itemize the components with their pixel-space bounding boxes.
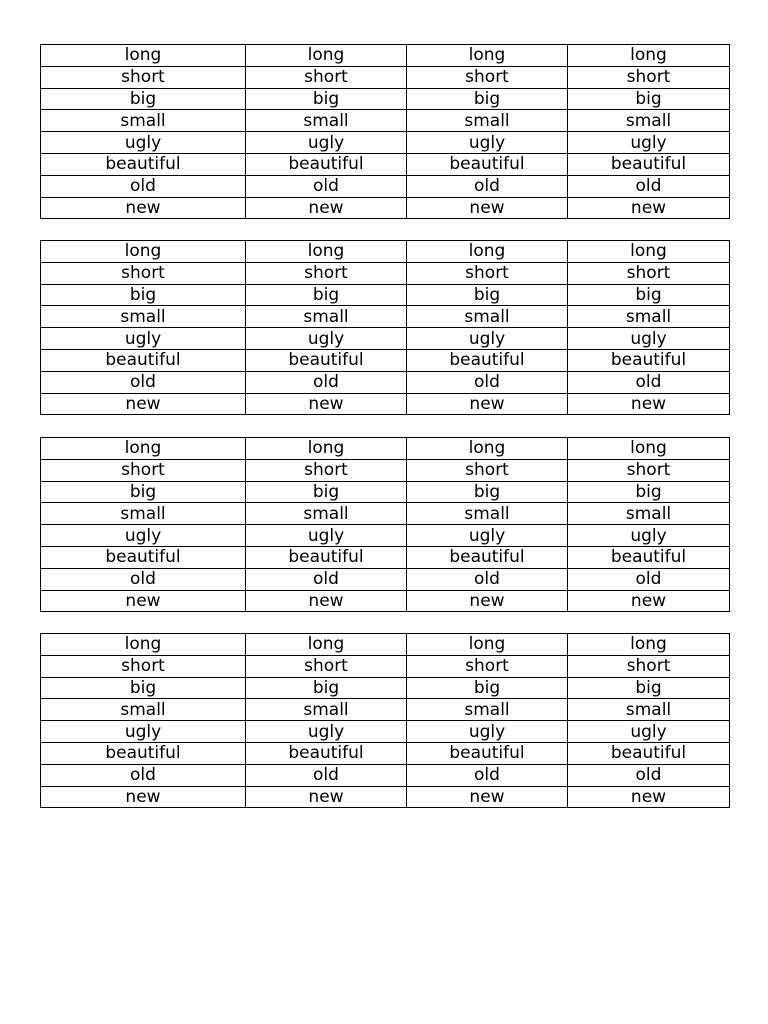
table-row [41, 45, 730, 67]
table-cell: short [407, 655, 568, 677]
table-cell: old [407, 175, 568, 197]
table-cell: long [407, 438, 568, 460]
table-cell: small [246, 306, 407, 328]
table-cell: beautiful [246, 742, 407, 764]
table-cell: beautiful [41, 349, 246, 371]
table-cell: big [41, 284, 246, 306]
table-cell: long [41, 45, 246, 67]
table-row [41, 371, 730, 393]
table-cell: big [407, 481, 568, 503]
table-cell: short [246, 66, 407, 88]
table-cell: ugly [41, 721, 246, 743]
table-cell: beautiful [407, 153, 568, 175]
table-cell: ugly [246, 525, 407, 547]
table-cell: long [246, 45, 407, 67]
table-cell: short [568, 262, 730, 284]
table-cell: beautiful [41, 742, 246, 764]
table-cell: beautiful [246, 349, 407, 371]
table-cell: long [407, 634, 568, 656]
table-cell: old [41, 764, 246, 786]
table-cell: big [568, 284, 730, 306]
table-cell: new [407, 786, 568, 808]
table-cell: beautiful [568, 153, 730, 175]
table-cell: new [568, 197, 730, 219]
table-cell: big [568, 88, 730, 110]
table-cell: short [568, 66, 730, 88]
table-cell: small [41, 110, 246, 132]
table-cell: short [41, 262, 246, 284]
table-row [41, 88, 730, 110]
table-cell: big [407, 284, 568, 306]
table-cell: small [407, 503, 568, 525]
table-row [41, 284, 730, 306]
table-cell: small [407, 306, 568, 328]
table-cell: ugly [568, 721, 730, 743]
table-cell: old [246, 568, 407, 590]
table-cell: big [568, 481, 730, 503]
table-cell: long [407, 45, 568, 67]
table-row [41, 568, 730, 590]
table-cell: ugly [41, 328, 246, 350]
table-cell: new [407, 393, 568, 415]
table-cell: old [246, 764, 407, 786]
table-cell: short [407, 459, 568, 481]
word-table-4 [40, 633, 730, 808]
table-cell: small [246, 699, 407, 721]
table-cell: long [568, 634, 730, 656]
table-cell: big [246, 88, 407, 110]
table-cell: short [246, 262, 407, 284]
table-cell: new [568, 393, 730, 415]
table-cell: short [41, 459, 246, 481]
table-cell: long [246, 438, 407, 460]
table-row [41, 459, 730, 481]
table-row [41, 764, 730, 786]
table-cell: big [246, 481, 407, 503]
table-cell: big [41, 481, 246, 503]
table-cell: old [568, 175, 730, 197]
table-cell: small [407, 110, 568, 132]
table-cell: short [246, 655, 407, 677]
table-cell: ugly [407, 132, 568, 154]
table-cell: beautiful [407, 546, 568, 568]
table-cell: small [41, 306, 246, 328]
table-cell: ugly [407, 525, 568, 547]
word-table-3 [40, 437, 730, 612]
table-row [41, 66, 730, 88]
table-cell: new [41, 786, 246, 808]
table-cell: beautiful [568, 349, 730, 371]
table-row [41, 590, 730, 612]
table-cell: long [41, 634, 246, 656]
table-cell: big [568, 677, 730, 699]
table-cell: ugly [407, 721, 568, 743]
table-cell: short [407, 66, 568, 88]
table-cell: old [568, 764, 730, 786]
table-cell: long [246, 634, 407, 656]
table-cell: new [407, 197, 568, 219]
table-cell: long [568, 45, 730, 67]
table-cell: old [41, 568, 246, 590]
table-cell: new [246, 786, 407, 808]
table-cell: ugly [246, 721, 407, 743]
table-cell: old [568, 371, 730, 393]
table-cell: new [41, 393, 246, 415]
table-cell: beautiful [568, 742, 730, 764]
table-cell: small [41, 503, 246, 525]
table-row [41, 481, 730, 503]
table-cell: ugly [568, 328, 730, 350]
table-cell: short [41, 655, 246, 677]
table-row [41, 153, 730, 175]
table-row [41, 677, 730, 699]
table-cell: big [41, 677, 246, 699]
table-cell: big [246, 677, 407, 699]
table-cell: big [407, 88, 568, 110]
table-cell: ugly [246, 328, 407, 350]
table-cell: beautiful [568, 546, 730, 568]
table-cell: long [246, 241, 407, 263]
table-cell: new [246, 197, 407, 219]
table-cell: small [568, 503, 730, 525]
table-cell: big [407, 677, 568, 699]
table-cell: old [568, 568, 730, 590]
table-cell: small [568, 306, 730, 328]
table-cell: new [246, 393, 407, 415]
table-cell: beautiful [407, 742, 568, 764]
table-row [41, 699, 730, 721]
table-cell: long [568, 438, 730, 460]
table-cell: old [41, 371, 246, 393]
table-cell: ugly [568, 132, 730, 154]
table-cell: small [246, 110, 407, 132]
table-cell: small [568, 699, 730, 721]
table-cell: ugly [246, 132, 407, 154]
table-row [41, 525, 730, 547]
table-row [41, 175, 730, 197]
table-cell: old [407, 764, 568, 786]
table-cell: big [41, 88, 246, 110]
table-row [41, 110, 730, 132]
table-cell: beautiful [41, 546, 246, 568]
table-cell: beautiful [407, 349, 568, 371]
table-cell: short [568, 459, 730, 481]
table-row [41, 306, 730, 328]
table-row [41, 349, 730, 371]
table-row [41, 197, 730, 219]
word-table-1 [40, 44, 730, 219]
table-cell: long [407, 241, 568, 263]
table-cell: short [407, 262, 568, 284]
table-cell: small [568, 110, 730, 132]
table-row [41, 438, 730, 460]
table-cell: new [568, 590, 730, 612]
table-row [41, 241, 730, 263]
table-row [41, 262, 730, 284]
table-cell: new [246, 590, 407, 612]
table-cell: big [246, 284, 407, 306]
word-table-2 [40, 240, 730, 415]
table-row [41, 634, 730, 656]
table-cell: new [41, 197, 246, 219]
table-row [41, 546, 730, 568]
table-cell: beautiful [41, 153, 246, 175]
table-cell: ugly [568, 525, 730, 547]
table-cell: beautiful [246, 153, 407, 175]
table-cell: old [246, 371, 407, 393]
table-cell: new [41, 590, 246, 612]
table-row [41, 721, 730, 743]
table-cell: small [407, 699, 568, 721]
table-row [41, 328, 730, 350]
table-cell: old [246, 175, 407, 197]
table-cell: long [41, 438, 246, 460]
table-cell: old [41, 175, 246, 197]
table-cell: old [407, 371, 568, 393]
table-row [41, 503, 730, 525]
table-row [41, 786, 730, 808]
table-cell: new [568, 786, 730, 808]
table-row [41, 393, 730, 415]
table-row [41, 742, 730, 764]
table-cell: short [41, 66, 246, 88]
table-cell: ugly [41, 525, 246, 547]
table-cell: beautiful [246, 546, 407, 568]
table-cell: ugly [407, 328, 568, 350]
table-cell: ugly [41, 132, 246, 154]
table-cell: small [41, 699, 246, 721]
table-cell: small [246, 503, 407, 525]
table-cell: old [407, 568, 568, 590]
table-cell: short [246, 459, 407, 481]
table-cell: long [568, 241, 730, 263]
table-cell: new [407, 590, 568, 612]
table-cell: short [568, 655, 730, 677]
table-cell: long [41, 241, 246, 263]
table-row [41, 132, 730, 154]
table-row [41, 655, 730, 677]
